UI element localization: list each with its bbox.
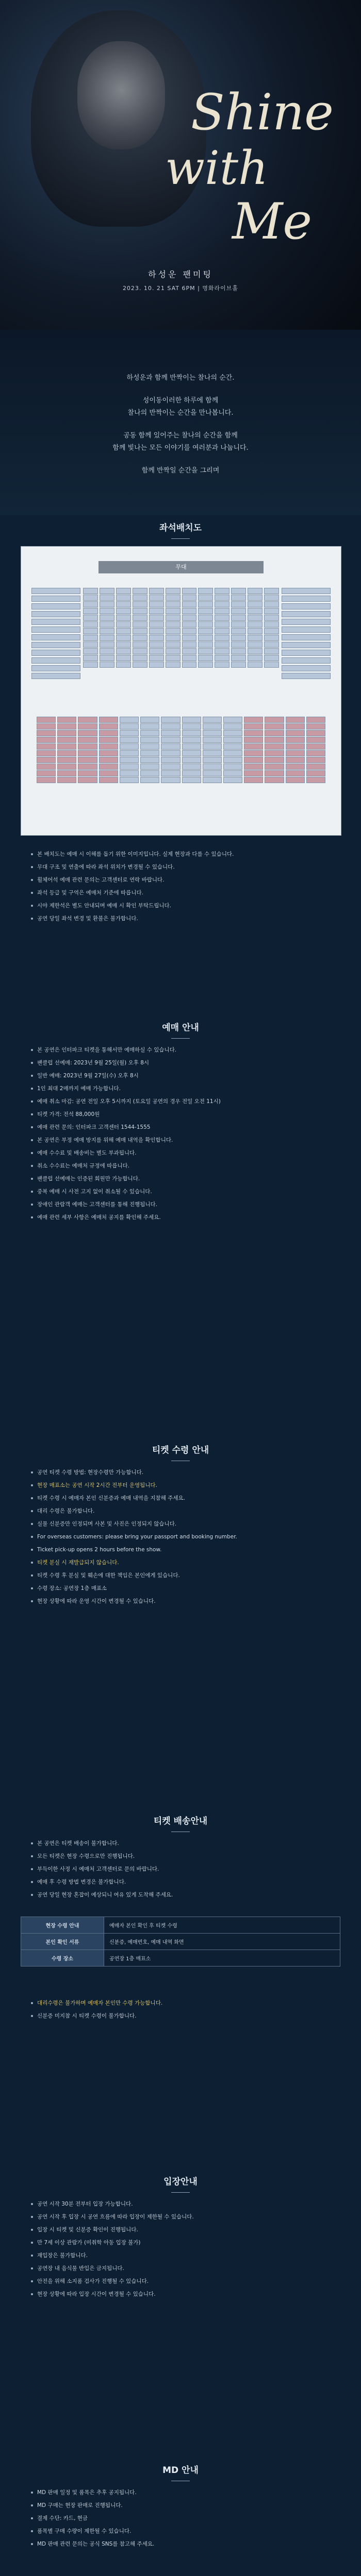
table-cell: 신분증, 예매번호, 예매 내역 화면 — [104, 1934, 340, 1950]
delivery-item: 모든 티켓은 현장 수령으로만 진행됩니다. — [31, 1852, 340, 1860]
stage: 무대 — [99, 561, 264, 573]
seat-block-right[interactable] — [282, 588, 331, 681]
booking-section — [0, 1020, 361, 1039]
intro-line: 함께 반짝일 순간을 그리며 — [141, 467, 220, 474]
seat-note: 본 배치도는 예매 시 이해를 돕기 위한 이미지입니다. 실제 현장과 다를 수 있습니다. — [31, 850, 340, 858]
booking-item: 취소 수수료는 예매처 규정에 따릅니다. — [31, 1162, 340, 1170]
delivery-list — [31, 1839, 340, 1904]
intro-line: 공동 함께 있어주는 찰나의 순간을 함께 — [123, 432, 238, 439]
artist-portrait — [77, 41, 165, 149]
ticket-item: 티켓 분실 시 재발급되지 않습니다. — [31, 1558, 340, 1567]
ticket-item: 현장 매표소는 공연 시작 2시간 전부터 운영됩니다. — [31, 1481, 340, 1489]
delivery-item: 예매 후 수령 방법 변경은 불가합니다. — [31, 1878, 340, 1886]
ticket-item: 티켓 수령 후 분실 및 훼손에 대한 책임은 본인에게 있습니다. — [31, 1571, 340, 1580]
ticket-item: 현장 상황에 따라 운영 시간이 변경될 수 있습니다. — [31, 1597, 340, 1605]
section-title: 예매 안내 — [0, 1020, 361, 1039]
booking-item: 중복 예매 시 사전 고지 없이 취소될 수 있습니다. — [31, 1188, 340, 1196]
entry-item: 안전을 위해 소지품 검사가 진행될 수 있습니다. — [31, 2277, 340, 2285]
booking-item: 장애인 관람객 예매는 고객센터를 통해 진행됩니다. — [31, 1200, 340, 1209]
table-cell: 예매자 본인 확인 후 티켓 수령 — [104, 1917, 340, 1934]
seat-map[interactable] — [21, 546, 341, 836]
table-cell: 공연장 1층 매표소 — [104, 1950, 340, 1967]
hero-title-line3: Me — [232, 193, 313, 250]
seat-note: 휠체어석 예매 관련 문의는 고객센터로 연락 바랍니다. — [31, 876, 340, 884]
table-head: 현장 수령 안내 — [21, 1917, 104, 1934]
booking-item: 팬클럽 선예매: 2023년 9월 25일(월) 오후 8시 — [31, 1059, 340, 1067]
intro-text — [0, 330, 361, 515]
section-title: 티켓 수령 안내 — [0, 1443, 361, 1461]
section-title: 좌석배치도 — [0, 520, 361, 539]
intro-line: 하성운과 함께 반짝이는 찰나의 순간. — [126, 374, 235, 382]
booking-list — [31, 1046, 340, 1226]
ticket-section — [0, 1443, 361, 1461]
booking-item: 팬클럽 선예매는 인증된 회원만 가능합니다. — [31, 1175, 340, 1183]
entry-item: 공연 시작 후 입장 시 공연 흐름에 따라 입장이 제한될 수 있습니다. — [31, 2213, 340, 2221]
delivery-item: 공연 당일 현장 혼잡이 예상되니 여유 있게 도착해 주세요. — [31, 1891, 340, 1899]
delivery-extra-item: 신분증 미지참 시 티켓 수령이 불가합니다. — [31, 2012, 340, 2020]
ticket-item: 티켓 수령 시 예매자 본인 신분증과 예매 내역을 지참해 주세요. — [31, 1494, 340, 1502]
booking-item: 티켓 가격: 전석 88,000원 — [31, 1110, 340, 1118]
seat-note: 공연 당일 좌석 변경 및 환불은 불가합니다. — [31, 914, 340, 923]
intro-line: 찰나의 반짝이는 순간을 만나봅니다. — [127, 409, 234, 417]
table-head: 본인 확인 서류 — [21, 1934, 104, 1950]
ticket-item: Ticket pick-up opens 2 hours before the show. — [31, 1546, 340, 1554]
seat-note: 무대 구조 및 연출에 따라 좌석 위치가 변경될 수 있습니다. — [31, 863, 340, 871]
booking-item: 1인 최대 2매까지 예매 가능합니다. — [31, 1084, 340, 1093]
booking-item: 예매 취소 마감: 공연 전일 오후 5시까지 (토요일 공연의 경우 전일 오전 11시) — [31, 1097, 340, 1106]
ticket-item: 실물 신분증만 인정되며 사본 및 사진은 인정되지 않습니다. — [31, 1520, 340, 1528]
seat-notes — [31, 850, 340, 927]
ticket-item: 공연 티켓 수령 방법: 현장수령만 가능합니다. — [31, 1468, 340, 1477]
table-row — [21, 1934, 340, 1950]
entry-item: 현장 상황에 따라 입장 시간이 변경될 수 있습니다. — [31, 2290, 340, 2298]
event-info — [0, 268, 361, 292]
booking-item: 본 공연은 인터파크 티켓을 통해서만 예매하실 수 있습니다. — [31, 1046, 340, 1054]
event-name: 하성운 팬미팅 — [148, 269, 213, 279]
booking-item: 본 공연은 부정 예매 방지를 위해 예매 내역을 확인합니다. — [31, 1136, 340, 1144]
md-item: MD 판매 관련 문의는 공식 SNS를 참고해 주세요. — [31, 2540, 340, 2548]
delivery-section — [0, 1814, 361, 1832]
entry-item: 재입장은 불가합니다. — [31, 2251, 340, 2260]
booking-item: 예매 수수료 및 배송비는 별도 부과됩니다. — [31, 1149, 340, 1157]
intro-line: 성이동이러한 하루에 함께 — [142, 397, 219, 404]
event-meta: 2023. 10. 21 SAT 6PM | 명화라이브홀 — [122, 285, 239, 292]
table-row — [21, 1950, 340, 1967]
entry-section — [0, 2174, 361, 2193]
delivery-table — [21, 1917, 340, 1967]
md-item: MD 구매는 현장 판매로 진행됩니다. — [31, 2501, 340, 2510]
booking-item: 예매 관련 세부 사항은 예매처 공지를 확인해 주세요. — [31, 1213, 340, 1222]
seat-block-balcony[interactable] — [37, 717, 325, 784]
section-title: 입장안내 — [0, 2174, 361, 2193]
md-list — [31, 2488, 340, 2553]
ticket-list — [31, 1468, 340, 1610]
entry-item: 공연 시작 30분 전부터 입장 가능합니다. — [31, 2200, 340, 2208]
seat-section-title — [0, 520, 361, 536]
md-item: 결제 수단: 카드, 현금 — [31, 2514, 340, 2522]
md-item: 품목별 구매 수량이 제한될 수 있습니다. — [31, 2527, 340, 2535]
delivery-extra — [31, 1999, 340, 2025]
hero-title — [165, 83, 334, 250]
entry-list — [31, 2200, 340, 2303]
delivery-item: 부득이한 사정 시 예매처 고객센터로 문의 바랍니다. — [31, 1865, 340, 1873]
seat-block-left[interactable] — [31, 588, 80, 681]
hero-title-line1: Shine — [191, 83, 334, 141]
intro-line: 함께 빛나는 모든 이야기를 여러분과 나눕니다. — [112, 444, 249, 452]
booking-item: 예매 관련 문의: 인터파크 고객센터 1544-1555 — [31, 1123, 340, 1131]
table-row — [21, 1917, 340, 1934]
entry-item: 공연장 내 음식물 반입은 금지됩니다. — [31, 2264, 340, 2273]
seat-note: 시야 제한석은 별도 안내되며 예매 시 확인 부탁드립니다. — [31, 902, 340, 910]
hero-banner — [0, 0, 361, 330]
ticket-item: 수령 장소: 공연장 1층 매표소 — [31, 1584, 340, 1592]
section-title: 티켓 배송안내 — [0, 1814, 361, 1832]
entry-item: 만 7세 이상 관람가 (미취학 아동 입장 불가) — [31, 2239, 340, 2247]
md-item: MD 판매 일정 및 품목은 추후 공지됩니다. — [31, 2488, 340, 2497]
table-head: 수령 장소 — [21, 1950, 104, 1967]
section-title: MD 안내 — [0, 2463, 361, 2481]
hero-title-line2: with — [165, 141, 268, 195]
delivery-item: 본 공연은 티켓 배송이 불가합니다. — [31, 1839, 340, 1848]
entry-item: 입장 시 티켓 및 신분증 확인이 진행됩니다. — [31, 2226, 340, 2234]
booking-item: 일반 예매: 2023년 9월 27일(수) 오후 8시 — [31, 1072, 340, 1080]
ticket-item: 대리 수령은 불가합니다. — [31, 1507, 340, 1515]
seat-block-floor[interactable] — [83, 588, 279, 668]
md-section — [0, 2463, 361, 2481]
seat-note: 좌석 등급 및 구역은 예매처 기준에 따릅니다. — [31, 889, 340, 897]
delivery-extra-item: 대리수령은 불가하며 예매자 본인만 수령 가능합니다. — [31, 1999, 340, 2007]
ticket-item: For overseas customers: please bring your passport and booking number. — [31, 1533, 340, 1541]
